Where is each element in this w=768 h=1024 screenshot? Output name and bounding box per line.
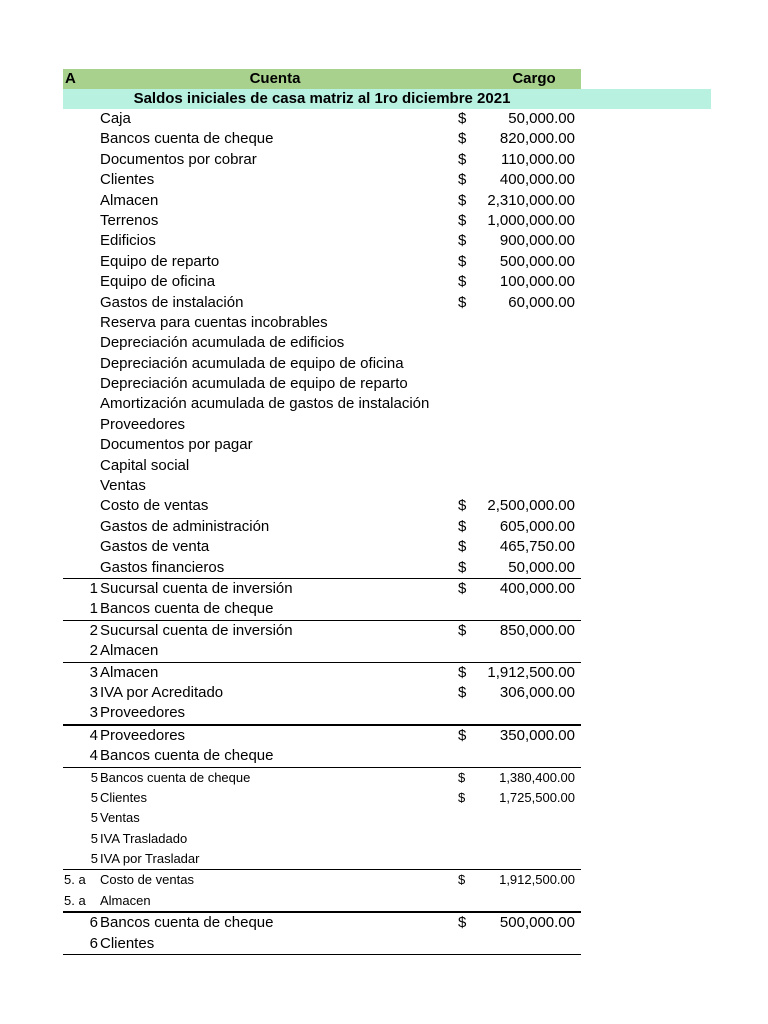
table-row — [63, 869, 581, 890]
currency-symbol: $ — [458, 579, 467, 597]
entry-number: 2 — [89, 621, 98, 639]
table-row — [63, 394, 581, 414]
cargo-amount: 1,000,000.00 — [487, 211, 575, 229]
cargo-amount: 1,380,400.00 — [499, 769, 575, 785]
account-name: Documentos por pagar — [100, 436, 253, 454]
currency-symbol: $ — [458, 621, 467, 639]
table-row — [63, 496, 581, 516]
cargo-amount: 465,750.00 — [499, 538, 575, 556]
account-name: Amortización acumulada de gastos de instalación — [100, 395, 430, 413]
entry-number: 3 — [89, 704, 98, 722]
spreadsheet — [63, 69, 711, 955]
account-name: Documentos por cobrar — [100, 150, 257, 168]
account-name: Reserva para cuentas incobrables — [100, 313, 328, 331]
account-name: Gastos de instalación — [100, 293, 244, 311]
cargo-amount: 1,912,500.00 — [499, 872, 575, 888]
table-row — [63, 170, 581, 190]
table-row — [63, 911, 581, 933]
account-name: Clientes — [100, 171, 155, 189]
table-row — [63, 517, 581, 537]
account-name: Depreciación acumulada de edificios — [100, 334, 345, 352]
table-row — [63, 374, 581, 394]
table-row — [63, 435, 581, 455]
account-name: Sucursal cuenta de inversión — [100, 621, 293, 639]
table-row — [63, 662, 581, 683]
account-name: Bancos cuenta de cheque — [100, 130, 274, 148]
account-name: Gastos de venta — [100, 538, 210, 556]
table-row — [63, 231, 581, 251]
currency-symbol: $ — [458, 293, 467, 311]
ledger-rows — [63, 109, 711, 955]
table-row — [63, 252, 581, 272]
account-name: Bancos cuenta de cheque — [100, 914, 274, 932]
table-row — [63, 109, 581, 129]
account-name: Gastos financieros — [100, 558, 225, 576]
table-row — [63, 354, 581, 374]
account-name: IVA por Acreditado — [100, 683, 224, 701]
account-name: Ventas — [100, 810, 140, 826]
account-name: Capital social — [100, 456, 190, 474]
account-name: Equipo de oficina — [100, 273, 216, 291]
currency-symbol: $ — [458, 558, 467, 576]
table-row — [63, 788, 581, 808]
entry-number: 5 — [90, 789, 98, 805]
table-row — [63, 767, 581, 788]
currency-symbol: $ — [458, 789, 466, 805]
table-row — [63, 150, 581, 170]
entry-number: 4 — [89, 726, 98, 744]
currency-symbol: $ — [458, 191, 467, 209]
table-row — [63, 578, 581, 599]
entry-number: 5 — [90, 830, 98, 846]
cargo-amount: 820,000.00 — [499, 130, 575, 148]
currency-symbol: $ — [458, 110, 467, 127]
currency-symbol: $ — [458, 872, 466, 888]
currency-symbol: $ — [458, 232, 467, 250]
account-name: Edificios — [100, 232, 156, 250]
table-row — [63, 211, 581, 231]
account-name: Costo de ventas — [100, 497, 209, 515]
account-name: Depreciación acumulada de equipo de reparto — [100, 375, 408, 393]
cargo-amount: 850,000.00 — [499, 621, 575, 639]
currency-symbol: $ — [458, 171, 467, 189]
table-row — [63, 476, 581, 496]
currency-symbol: $ — [458, 273, 467, 291]
entry-number: 3 — [89, 663, 98, 681]
cuenta-header: Cuenta — [249, 70, 301, 87]
table-row — [63, 456, 581, 476]
table-row — [63, 333, 581, 353]
table-row — [63, 703, 581, 723]
currency-symbol: $ — [458, 150, 467, 168]
table-row — [63, 191, 581, 211]
currency-symbol: $ — [458, 517, 467, 535]
entry-number: 4 — [89, 747, 98, 765]
table-row — [63, 934, 581, 955]
account-name: Almacen — [100, 892, 151, 908]
account-name: Costo de ventas — [100, 872, 194, 888]
table-row — [63, 641, 581, 661]
account-name: Equipo de reparto — [100, 252, 220, 270]
section-title: Saldos iniciales de casa matriz al 1ro diciembre 2021 — [133, 90, 511, 107]
account-name: Ventas — [100, 477, 146, 495]
cargo-amount: 900,000.00 — [499, 232, 575, 250]
entry-number: 5. a — [64, 892, 86, 908]
table-row — [63, 293, 581, 313]
table-row — [63, 746, 581, 766]
account-name: Caja — [100, 110, 131, 127]
account-name: Almacen — [100, 191, 159, 209]
entry-number: 6 — [89, 934, 98, 952]
table-row — [63, 537, 581, 557]
cargo-amount: 110,000.00 — [501, 150, 575, 168]
currency-symbol: $ — [458, 769, 466, 785]
account-name: Clientes — [100, 789, 147, 805]
cargo-amount: 350,000.00 — [499, 726, 575, 744]
account-name: Depreciación acumulada de equipo de oficina — [100, 354, 404, 372]
currency-symbol: $ — [458, 497, 467, 515]
account-name: Bancos cuenta de cheque — [100, 747, 274, 765]
account-name: Terrenos — [100, 211, 159, 229]
cargo-amount: 605,000.00 — [499, 517, 575, 535]
table-row — [63, 724, 581, 746]
entry-number: 3 — [89, 683, 98, 701]
currency-symbol: $ — [458, 211, 467, 229]
cargo-header: Cargo — [512, 70, 556, 87]
account-name: Almacen — [100, 642, 159, 660]
currency-symbol: $ — [458, 252, 467, 270]
cargo-amount: 100,000.00 — [499, 273, 575, 291]
table-row — [63, 683, 581, 703]
entry-number: 1 — [89, 579, 98, 597]
entry-number: 2 — [89, 642, 98, 660]
table-row — [63, 415, 581, 435]
entry-number: 1 — [89, 600, 98, 618]
account-name: Almacen — [100, 663, 159, 681]
currency-symbol: $ — [458, 726, 467, 744]
currency-symbol: $ — [458, 130, 467, 148]
account-name: Bancos cuenta de cheque — [100, 600, 274, 618]
cargo-amount: 2,310,000.00 — [487, 191, 575, 209]
cargo-amount: 500,000.00 — [499, 252, 575, 270]
table-row — [63, 558, 581, 578]
table-row — [63, 272, 581, 292]
currency-symbol: $ — [458, 538, 467, 556]
table-row — [63, 620, 581, 641]
table-row — [63, 891, 581, 911]
cargo-amount: 500,000.00 — [499, 914, 575, 932]
account-name: Proveedores — [100, 704, 186, 722]
table-row — [63, 829, 581, 849]
cargo-amount: 400,000.00 — [499, 171, 575, 189]
account-name: Proveedores — [100, 415, 186, 433]
account-name: Sucursal cuenta de inversión — [100, 579, 293, 597]
currency-symbol: $ — [458, 683, 467, 701]
entry-number: 5 — [90, 851, 98, 867]
cargo-amount: 50,000.00 — [508, 110, 575, 127]
account-name: IVA por Trasladar — [100, 851, 200, 867]
cargo-amount: 400,000.00 — [499, 579, 575, 597]
section-title-band — [63, 89, 711, 109]
entry-number: 5. a — [64, 872, 86, 888]
table-row — [63, 313, 581, 333]
cargo-amount: 306,000.00 — [499, 683, 575, 701]
account-name: Proveedores — [100, 726, 186, 744]
entry-number: 5 — [90, 769, 98, 785]
column-a-header: A — [65, 70, 76, 87]
cargo-amount: 60,000.00 — [508, 293, 575, 311]
table-row — [63, 599, 581, 619]
table-row — [63, 849, 581, 869]
table-row — [63, 808, 581, 828]
cargo-amount: 1,912,500.00 — [487, 663, 575, 681]
cargo-amount: 50,000.00 — [508, 558, 575, 576]
entry-number: 6 — [89, 914, 98, 932]
cargo-amount: 1,725,500.00 — [499, 789, 575, 805]
account-name: IVA Trasladado — [100, 830, 188, 846]
header-row — [63, 69, 581, 89]
currency-symbol: $ — [458, 663, 467, 681]
currency-symbol: $ — [458, 914, 467, 932]
cargo-amount: 2,500,000.00 — [487, 497, 575, 515]
account-name: Gastos de administración — [100, 517, 270, 535]
table-row — [63, 129, 581, 149]
account-name: Bancos cuenta de cheque — [100, 769, 251, 785]
entry-number: 5 — [90, 810, 98, 826]
account-name: Clientes — [100, 934, 155, 952]
